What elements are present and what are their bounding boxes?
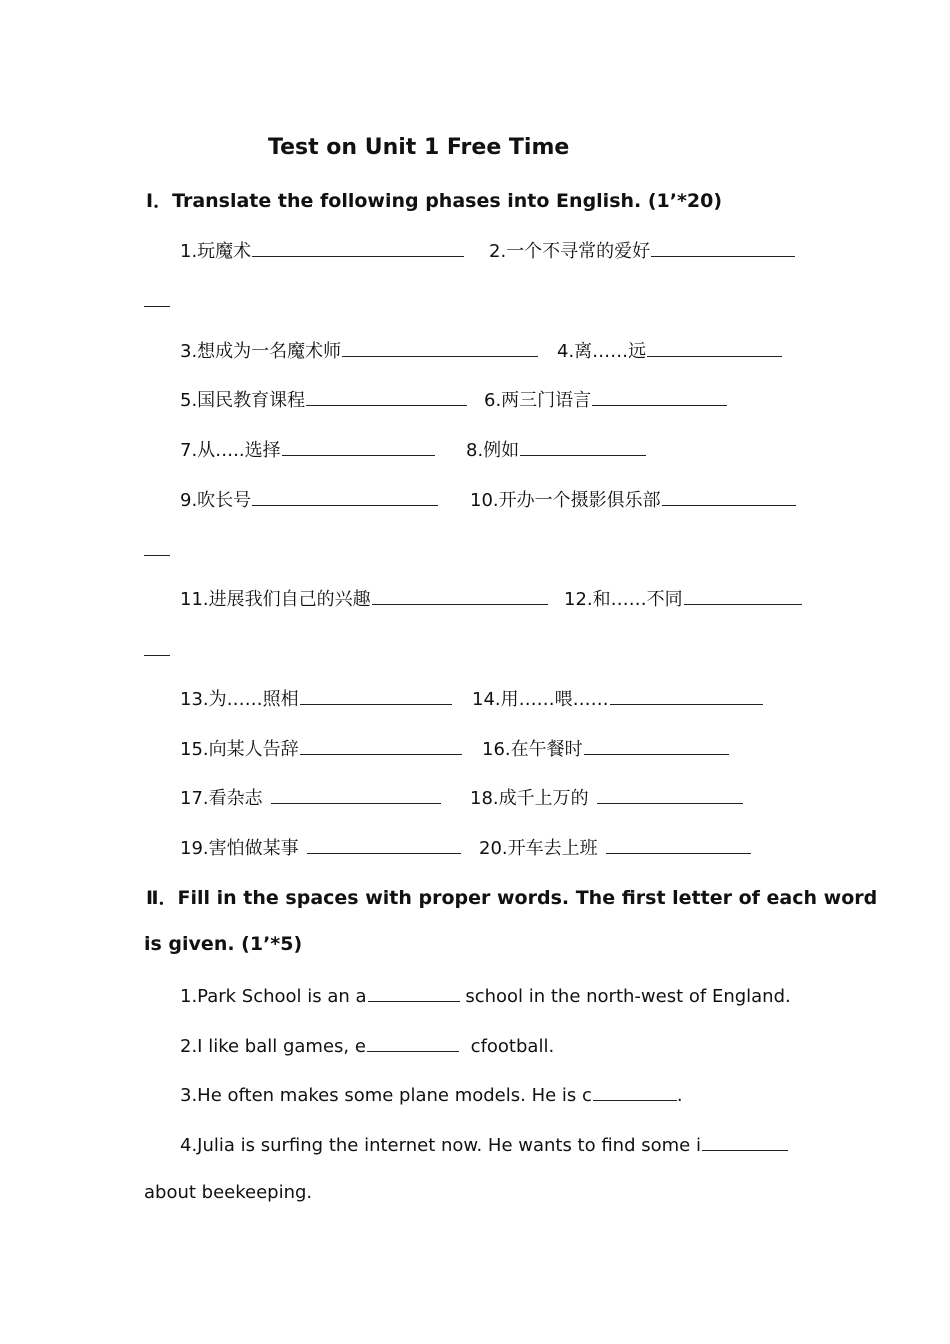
question-text-continued: about beekeeping.	[144, 1182, 313, 1203]
answer-blank[interactable]	[606, 835, 751, 854]
item-label: 1.玩魔术	[180, 241, 252, 262]
translation-item	[564, 585, 802, 611]
answer-blank[interactable]	[307, 835, 461, 854]
answer-blank[interactable]	[368, 983, 460, 1002]
translation-item	[482, 735, 729, 761]
answer-blank-continuation[interactable]	[144, 655, 170, 656]
translation-item	[557, 337, 782, 363]
question-text: 3.He often makes some plane models. He is c	[180, 1085, 592, 1106]
answer-blank[interactable]	[271, 785, 441, 804]
translation-item	[180, 237, 464, 263]
answer-blank[interactable]	[597, 785, 743, 804]
item-label: 20.开车去上班	[479, 838, 598, 859]
section-1-heading: Ⅰ．Translate the following phases into English. (1’*20)	[146, 190, 723, 212]
translation-item	[466, 436, 646, 462]
answer-blank[interactable]	[252, 487, 438, 506]
item-label: 6.两三门语言	[484, 390, 592, 411]
item-label: 15.向某人告辞	[180, 739, 299, 760]
answer-blank[interactable]	[647, 338, 782, 357]
translation-item	[470, 784, 743, 810]
answer-blank[interactable]	[520, 437, 646, 456]
answer-blank[interactable]	[592, 387, 727, 406]
answer-blank[interactable]	[252, 238, 464, 257]
translation-item	[180, 386, 467, 412]
answer-blank[interactable]	[372, 586, 548, 605]
question-text-continued: school in the north-west of England.	[465, 986, 791, 1007]
answer-blank[interactable]	[342, 338, 538, 357]
item-label: 3.想成为一名魔术师	[180, 341, 342, 362]
fill-in-question	[180, 1082, 683, 1106]
answer-blank-continuation[interactable]	[144, 555, 170, 556]
section-2-heading-line-1: Ⅱ．Fill in the spaces with proper words. The first letter of each word	[146, 887, 878, 909]
answer-blank[interactable]	[702, 1132, 788, 1151]
item-label: 11.进展我们自己的兴趣	[180, 589, 371, 610]
item-label: 7.从…..选择	[180, 440, 281, 461]
item-label: 17.看杂志	[180, 788, 263, 809]
item-label: 18.成千上万的	[470, 788, 589, 809]
translation-item	[472, 685, 763, 711]
page-title: Test on Unit 1 Free Time	[268, 135, 570, 160]
translation-item	[489, 237, 795, 263]
question-text: 4.Julia is surfing the internet now. He wants to find some i	[180, 1135, 701, 1156]
answer-blank[interactable]	[610, 686, 763, 705]
item-label: 9.吹长号	[180, 490, 252, 511]
answer-blank[interactable]	[684, 586, 802, 605]
translation-item	[180, 486, 438, 512]
item-label: 14.用……喂……	[472, 689, 609, 710]
fill-in-question	[180, 1132, 788, 1156]
fill-in-question	[180, 1033, 554, 1057]
question-text: 1.Park School is an a	[180, 986, 367, 1007]
translation-item	[180, 834, 461, 860]
translation-item	[180, 735, 462, 761]
item-label: 2.一个不寻常的爱好	[489, 241, 651, 262]
answer-blank[interactable]	[584, 736, 729, 755]
answer-blank[interactable]	[651, 238, 795, 257]
translation-item	[484, 386, 727, 412]
translation-item	[180, 436, 435, 462]
translation-item	[479, 834, 751, 860]
answer-blank[interactable]	[300, 686, 452, 705]
translation-item	[180, 784, 441, 810]
fill-in-question	[180, 983, 791, 1007]
question-text: 2.I like ball games, e	[180, 1036, 366, 1057]
item-label: 4.离……远	[557, 341, 647, 362]
translation-item	[180, 585, 548, 611]
answer-blank[interactable]	[662, 487, 796, 506]
item-label: 12.和……不同	[564, 589, 683, 610]
item-label: 16.在午餐时	[482, 739, 583, 760]
section-2-heading-line-2: is given. (1’*5)	[144, 933, 303, 955]
answer-blank[interactable]	[367, 1033, 459, 1052]
translation-item	[180, 685, 452, 711]
item-label: 10.开办一个摄影俱乐部	[470, 490, 661, 511]
answer-blank[interactable]	[306, 387, 467, 406]
question-text-continued: .	[676, 1085, 683, 1106]
answer-blank[interactable]	[282, 437, 435, 456]
item-label: 19.害怕做某事	[180, 838, 299, 859]
answer-blank[interactable]	[593, 1082, 677, 1101]
translation-item	[470, 486, 796, 512]
translation-item	[180, 337, 538, 363]
item-label: 8.例如	[466, 440, 520, 461]
answer-blank-continuation[interactable]	[144, 306, 170, 307]
item-label: 5.国民教育课程	[180, 390, 306, 411]
answer-blank[interactable]	[300, 736, 462, 755]
item-label: 13.为……照相	[180, 689, 299, 710]
question-text-continued: cfootball.	[470, 1036, 555, 1057]
